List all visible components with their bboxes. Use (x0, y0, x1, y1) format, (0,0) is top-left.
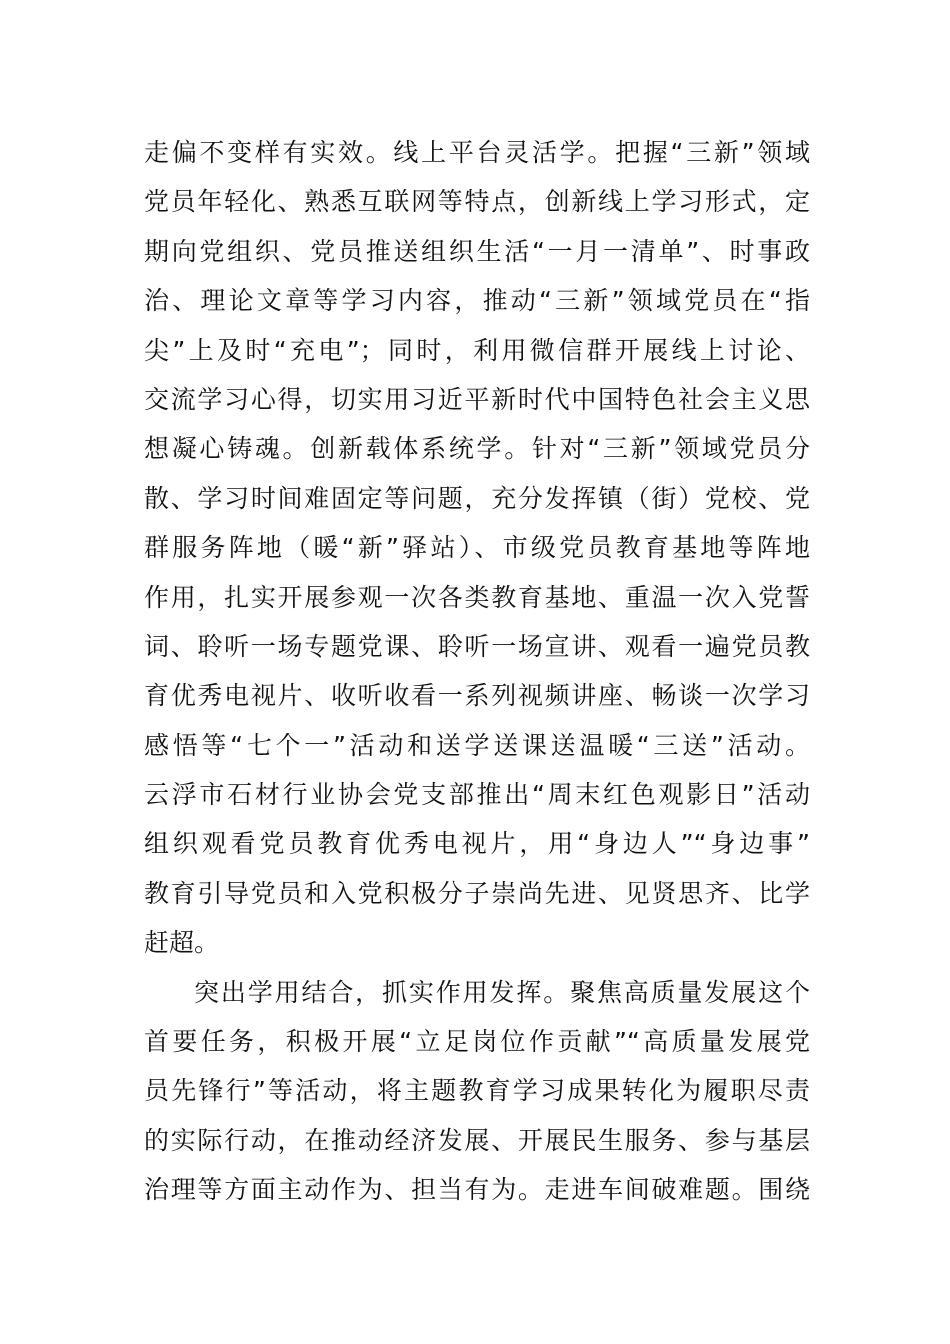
paragraph-start-line: 突出学用结合，抓实作用发挥。聚焦高质量发展这个 (194, 977, 810, 1007)
text-line: 治理等方面主动作为、担当有为。走进车间破难题。围绕 (144, 1175, 810, 1205)
text-line: 走偏不变样有实效。线上平台灵活学。把握“三新”领域 (144, 138, 810, 167)
text-line: 教育引导党员和入党积极分子崇尚先进、见贤思齐、比学 (144, 878, 810, 908)
text-line: 的实际行动，在推动经济发展、开展民生服务、参与基层 (144, 1125, 810, 1155)
text-line: 感悟等“七个一”活动和送学送课送温暖“三送”活动。 (144, 730, 810, 760)
text-line: 首要任务，积极开展“立足岗位作贡献”“高质量发展党 (144, 1027, 810, 1057)
text-line: 词、聆听一场专题党课、聆听一场宣讲、观看一遍党员教 (144, 631, 810, 661)
body-text (144, 128, 810, 1215)
text-line: 散、学习时间难固定等问题，充分发挥镇（街）党校、党 (144, 483, 810, 513)
text-line: 治、理论文章等学习内容，推动“三新”领域党员在“指 (144, 286, 810, 316)
text-line: 党员年轻化、熟悉互联网等特点，创新线上学习形式，定 (144, 187, 810, 217)
text-line: 交流学习心得，切实用习近平新时代中国特色社会主义思 (144, 384, 810, 414)
text-line: 育优秀电视片、收听收看一系列视频讲座、畅谈一次学习 (144, 681, 810, 711)
text-line: 员先锋行”等活动，将主题教育学习成果转化为履职尽责 (144, 1076, 810, 1106)
text-line: 群服务阵地（暖“新”驿站）、市级党员教育基地等阵地 (144, 533, 810, 563)
text-line: 想凝心铸魂。创新载体系统学。针对“三新”领域党员分 (144, 434, 810, 464)
text-line: 组织观看党员教育优秀电视片，用“身边人”“身边事” (144, 829, 810, 859)
text-line: 赶超。 (144, 928, 220, 958)
text-line: 尖”上及时“充电”；同时，利用微信群开展线上讨论、 (144, 335, 810, 365)
text-line: 作用，扎实开展参观一次各类教育基地、重温一次入党誓 (144, 582, 810, 612)
text-line: 云浮市石材行业协会党支部推出“周末红色观影日”活动 (144, 780, 810, 810)
text-line: 期向党组织、党员推送组织生活“一月一清单”、时事政 (144, 236, 810, 266)
